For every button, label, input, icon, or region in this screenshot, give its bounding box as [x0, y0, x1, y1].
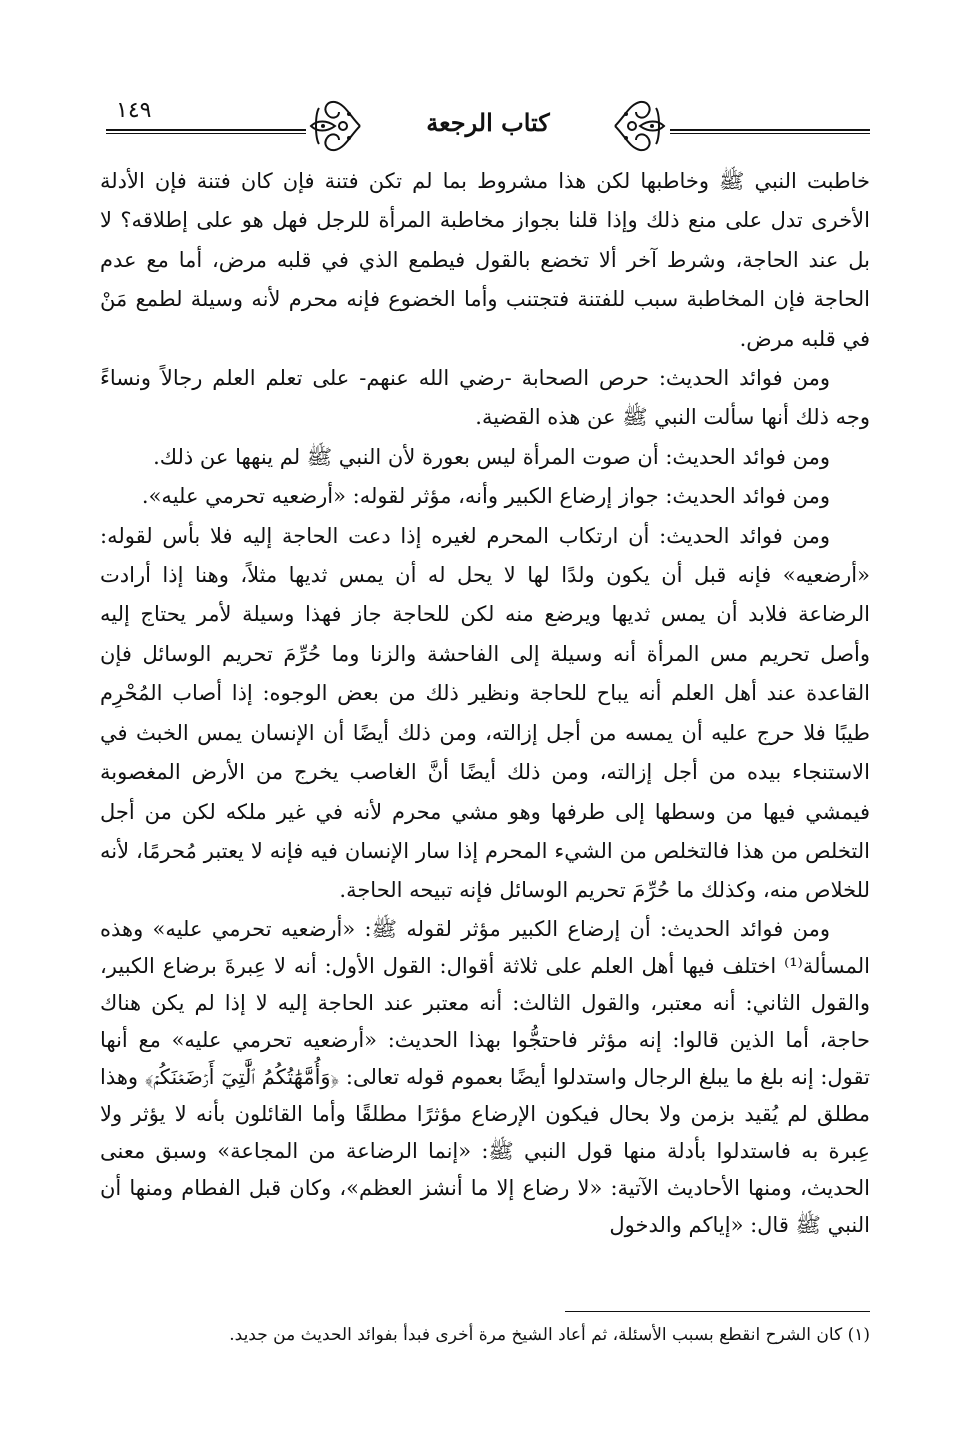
ornament-left-icon — [305, 96, 365, 156]
header-rule-right-thin — [670, 133, 870, 134]
paragraph-3: ومن فوائد الحديث: أن صوت المرأة ليس بعورة لأن النبي ﷺ لم ينهها عن ذلك. — [153, 444, 830, 469]
page-number: ١٤٩ — [116, 98, 152, 123]
paragraph-2: ومن فوائد الحديث: حرص الصحابة -رضي الله عنهم- على تعلم العلم رجالاً ونساءً وجه ذلك أنها سألت النبي ﷺ عن هذه القضية. — [100, 366, 870, 430]
header-rule-left — [106, 129, 306, 131]
main-text — [100, 162, 870, 1244]
paragraph-1: خاطبت النبي ﷺ وخاطبها لكن هذا مشروط بما لم تكن فتنة فإن كان فتنة فإن الأدلة الأخرى تدل على منع ذلك وإذا قلنا بجواز مخاطبة المرأة للرجل فهل هو على إطلاقه؟ لا بل عند الحاجة، وشرط آخر ألا تخضع بالقول فيطمع الذي في قلبه مرض، أما مع عدم الحاجة فإن المخاطبة سبب للفتنة فتجتنب وأما الخضوع فإنه محرم لأنه وسيلة لطمع مَنْ في قلبه مرض. — [100, 169, 870, 351]
header-rule-left-thin — [106, 133, 306, 134]
paragraph-5: ومن فوائد الحديث: أن ارتكاب المحرم لغيره إذا دعت الحاجة إليه فلا بأس لقوله: «أرضعيه» فإنه قبل أن يكون ولدًا لها لا يحل له أن يمس ثديها مثلاً، وهنا إذا أرادت الرضاعة فلابد أن يمس ثديها ويرضع منه لكن للحاجة جاز فهذا وسيلة لأمر يحتاج إليه وأصل تحريم مس المرأة أنه وسيلة إلى الفاحشة والزنا وما حُرِّمَ تحريم الوسائل فإن القاعدة عند أهل العلم أنه يباح للحاجة ونظير ذلك من بعض الوجوه: إذا أصاب المُحْرِم طيبًا فلا حرج عليه أن يمسه من أجل إزالته، ومن ذلك أيضًا أن الإنسان يمس الخبث في الاستنجاء بيده من أجل إزالته، ومن ذلك أيضًا أنَّ الغاصب يخرج من الأرض المغصوبة فيمشي فيها من وسطها إلى طرفها وهو مشي محرم لأنه في غير ملكه لكن من أجل التخلص من هذا فالتخلص من الشيء المحرم إذا سار الإنسان فيه فإنه لا يعتبر مُحرمًا، لأنه للخلاص منه، وكذلك ما حُرِّمَ تحريم الوسائل فإنه تبيحه الحاجة. — [100, 523, 870, 903]
paragraph-6: ومن فوائد الحديث: أن إرضاع الكبير مؤثر لقوله ﷺ: «أرضعيه تحرمي عليه» وهذه المسألة⁽¹⁾ اختلف فيها أهل العلم على ثلاثة أقوال: القول الأول: أنه لا عِبرةَ برضاع الكبير، والقول الثاني: أنه معتبر، والقول الثالث: أنه معتبر عند الحاجة إليه لا إذا لم يكن هناك حاجة، أما الذين قالوا: إنه مؤثر فاحتجُّوا بهذا الحديث: «أرضعيه تحرمي عليه» مع أنها تقول: إنه بلغ ما يبلغ الرجال واستدلوا أيضًا بعموم قوله تعالى: ﴿وَأُمَّهَٰتُكُمُ ٱلَّٰتِيٓ أَرۡضَعۡنَكُمۡ﴾ وهذا مطلق لم يُقيد بزمن ولا بحال فيكون الإرضاع مؤثرًا مطلقًا وأما القائلون بأنه لا يؤثر ولا عِبرة به فاستدلوا بأدلة منها قول النبي ﷺ: «إنما الرضاعة من المجاعة» وسبق معنى الحديث، ومنها الأحاديث الآتية: «لا رضاع إلا ما أنشز العظم»، وكان قبل الفطام ومنها أن النبي ﷺ قال: «إياكم والدخول — [100, 916, 871, 1237]
ornament-right-icon — [610, 96, 670, 156]
page-header — [100, 96, 870, 156]
footnote-divider — [565, 1311, 870, 1312]
footnote: (١) كان الشرح انقطع بسبب الأسئلة، ثم أعاد الشيخ مرة أخرى فبدأ بفوائد الحديث من جديد. — [229, 1325, 870, 1345]
chapter-title: كتاب الرجعة — [426, 108, 550, 137]
header-rule-right — [670, 129, 870, 131]
paragraph-4: ومن فوائد الحديث: جواز إرضاع الكبير وأنه، مؤثر لقوله: «أرضعيه تحرمي عليه». — [141, 484, 830, 509]
